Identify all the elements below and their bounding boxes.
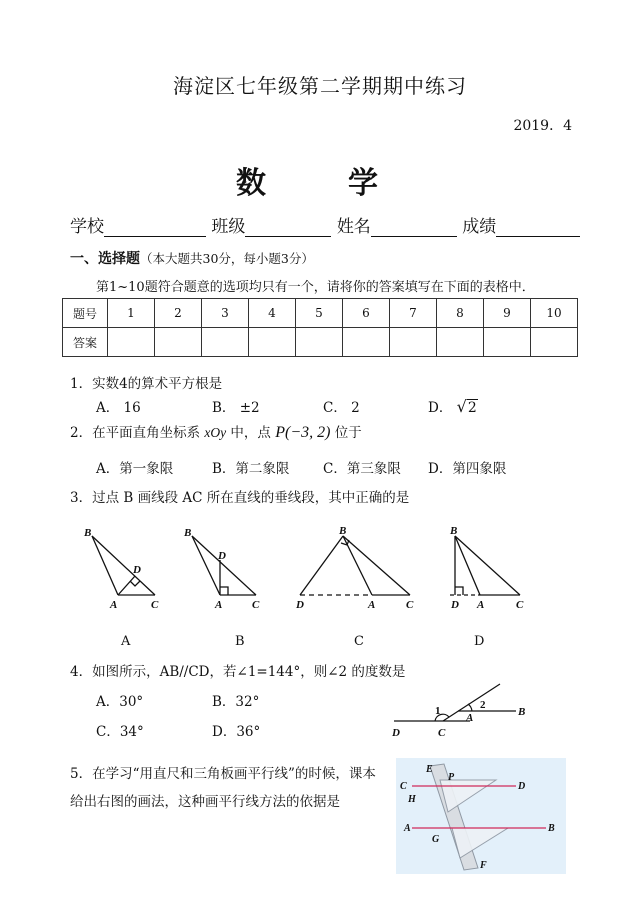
q4-option-a: A．30° bbox=[96, 694, 144, 710]
q5-label-a: A bbox=[404, 823, 411, 834]
q5-label-p: P bbox=[448, 772, 455, 783]
q2-stem-var: xOy bbox=[204, 425, 227, 440]
table-row bbox=[63, 299, 578, 328]
answer-cell[interactable] bbox=[437, 328, 484, 357]
q1-option-d bbox=[428, 396, 478, 416]
q3-caption-b: B bbox=[235, 634, 245, 649]
field-school-label: 学校 bbox=[70, 217, 104, 237]
question-number-cell: 4 bbox=[249, 299, 296, 328]
q3-d-label-d: D bbox=[451, 599, 459, 611]
answer-cell[interactable] bbox=[390, 328, 437, 357]
q3-b-label-b: B bbox=[184, 527, 192, 539]
table-row bbox=[63, 328, 578, 357]
q4-label-c: C bbox=[438, 727, 446, 739]
answer-cell[interactable] bbox=[531, 328, 578, 357]
q5-label-g: G bbox=[432, 834, 440, 845]
q4-label-b: B bbox=[518, 706, 526, 718]
q2-stem bbox=[70, 421, 362, 442]
q4-label-d: D bbox=[392, 727, 400, 739]
q3-stem: 3．过点 B 画线段 AC 所在直线的垂线段，其中正确的是 bbox=[70, 490, 410, 506]
q2-option-c: C．第三象限 bbox=[323, 461, 401, 477]
q4-label-a: A bbox=[466, 712, 474, 724]
answer-table bbox=[62, 298, 578, 357]
question-number-cell: 9 bbox=[484, 299, 531, 328]
field-name-blank[interactable] bbox=[371, 218, 457, 237]
table-header-cell: 答案 bbox=[63, 328, 108, 357]
question-number-cell: 1 bbox=[108, 299, 155, 328]
q5-stem-line1: 5．在学习“用直尺和三角板画平行线”的时候，课本 bbox=[70, 766, 376, 782]
field-class-label: 班级 bbox=[211, 217, 246, 237]
q3-c-label-a: A bbox=[368, 599, 376, 611]
q3-caption-d: D bbox=[474, 634, 485, 649]
answer-cell[interactable] bbox=[202, 328, 249, 357]
question-number-cell: 5 bbox=[296, 299, 343, 328]
q1-stem: 1．实数4的算术平方根是 bbox=[70, 376, 223, 392]
q1-radicand: 2 bbox=[467, 400, 477, 416]
answer-cell[interactable] bbox=[343, 328, 390, 357]
q5-label-b: B bbox=[548, 823, 555, 834]
q5-label-c: C bbox=[400, 781, 407, 792]
q3-d-label-c: C bbox=[516, 599, 524, 611]
question-number-cell: 8 bbox=[437, 299, 484, 328]
section-instruction: 第1~10题符合题意的选项均只有一个，请将你的答案填写在下面的表格中． bbox=[96, 280, 535, 295]
q1-option-d-label: D． bbox=[428, 400, 457, 416]
q2-option-b: B．第二象限 bbox=[212, 461, 290, 477]
q3-b-label-a: A bbox=[215, 599, 223, 611]
q4-option-c: C．34° bbox=[96, 724, 144, 740]
question-number-cell: 2 bbox=[155, 299, 202, 328]
answer-cell[interactable] bbox=[108, 328, 155, 357]
field-score-label: 成绩 bbox=[462, 217, 497, 237]
q3-a-label-a: A bbox=[110, 599, 118, 611]
field-name-label: 姓名 bbox=[336, 217, 371, 237]
q3-d-label-a: A bbox=[477, 599, 485, 611]
q2-stem-part: 2．在平面直角坐标系 bbox=[70, 425, 205, 441]
q3-caption-c: C bbox=[354, 634, 364, 649]
q2-option-d: D．第四象限 bbox=[428, 461, 507, 477]
q2-option-a: A．第一象限 bbox=[96, 461, 174, 477]
answer-cell[interactable] bbox=[249, 328, 296, 357]
q3-c-label-c: C bbox=[406, 599, 414, 611]
q3-a-label-d: D bbox=[133, 564, 141, 576]
q4-option-d: D．36° bbox=[212, 724, 261, 740]
answer-cell[interactable] bbox=[484, 328, 531, 357]
question-number-cell: 3 bbox=[202, 299, 249, 328]
field-class-blank[interactable] bbox=[245, 218, 331, 237]
subject-title: 数 学 bbox=[236, 166, 404, 201]
q5-label-h: H bbox=[408, 794, 416, 805]
q5-label-e: E bbox=[426, 764, 433, 775]
q4-label-angle-2: 2 bbox=[480, 699, 486, 711]
q3-figure-d bbox=[450, 536, 520, 595]
answer-cell[interactable] bbox=[296, 328, 343, 357]
q5-figure bbox=[396, 758, 566, 874]
q3-a-label-b: B bbox=[84, 527, 92, 539]
exam-date: 2019．4 bbox=[513, 118, 572, 134]
q3-figures bbox=[60, 520, 580, 620]
q3-b-label-d: D bbox=[218, 550, 226, 562]
q1-option-a: A． 16 bbox=[96, 400, 141, 416]
q5-label-f: F bbox=[480, 860, 487, 871]
q4-figure bbox=[388, 676, 548, 742]
q3-a-label-c: C bbox=[151, 599, 159, 611]
field-score-blank[interactable] bbox=[496, 218, 580, 237]
q3-figure-c bbox=[300, 536, 410, 595]
sqrt-icon: √ bbox=[456, 397, 467, 416]
answer-cell[interactable] bbox=[155, 328, 202, 357]
q4-option-b: B．32° bbox=[212, 694, 260, 710]
q4-stem: 4．如图所示，AB//CD，若∠1=144°，则∠2 的度数是 bbox=[70, 664, 406, 680]
section-note: （本大题共30分，每小题3分） bbox=[140, 251, 314, 266]
section-heading bbox=[70, 248, 314, 268]
question-number-cell: 10 bbox=[531, 299, 578, 328]
q3-d-label-b: B bbox=[450, 525, 458, 537]
exam-title: 海淀区七年级第二学期期中练习 bbox=[173, 74, 467, 98]
section-title: 一、选择题 bbox=[70, 251, 140, 267]
info-fields bbox=[70, 212, 580, 237]
q3-figure-b bbox=[192, 536, 256, 595]
q5-label-d: D bbox=[518, 781, 526, 792]
q5-stem-line2: 给出右图的画法，这种画平行线方法的依据是 bbox=[70, 794, 340, 810]
question-number-cell: 6 bbox=[343, 299, 390, 328]
q3-b-label-c: C bbox=[252, 599, 260, 611]
q2-stem-part: 位于 bbox=[330, 425, 362, 441]
q3-c-label-b: B bbox=[339, 525, 347, 537]
q3-figure-a bbox=[92, 536, 155, 595]
q4-label-angle-1: 1 bbox=[435, 705, 441, 717]
table-header-cell: 题号 bbox=[63, 299, 108, 328]
q1-option-b: B． ±2 bbox=[212, 400, 260, 416]
field-school-blank[interactable] bbox=[104, 218, 206, 237]
q2-stem-point: P(−3, 2) bbox=[275, 424, 331, 441]
q3-c-label-d: D bbox=[296, 599, 304, 611]
q1-option-c: C． 2 bbox=[323, 400, 360, 416]
question-number-cell: 7 bbox=[390, 299, 437, 328]
q3-caption-a: A bbox=[121, 634, 131, 649]
q2-stem-part: 中，点 bbox=[226, 425, 276, 441]
